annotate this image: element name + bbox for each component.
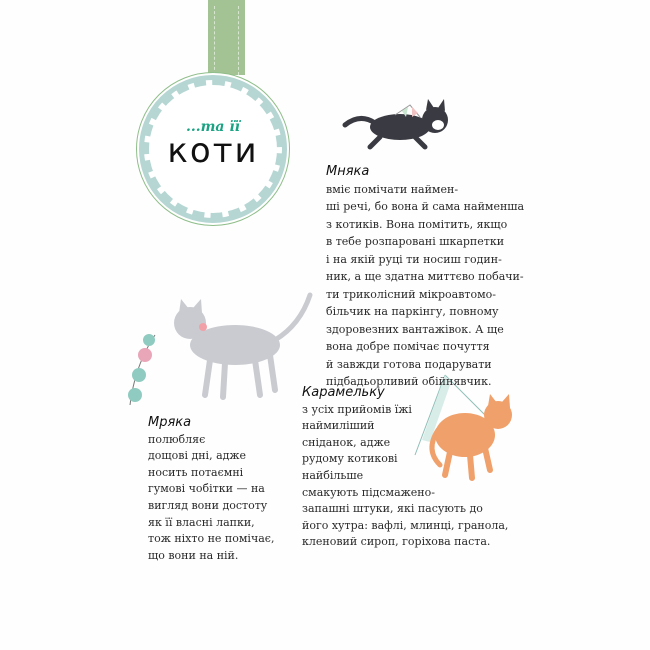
gray-cat-illustration bbox=[125, 285, 320, 415]
subtitle: ...та її bbox=[185, 119, 241, 135]
mnyaka-name: Мняка bbox=[326, 164, 370, 179]
mryaka-paragraph: Мряка полюбляє дощові дні, адже носить потаємні гумові чобітки — на вигляд вони достоту як її власні лапки, тож ніхто не помічає, що вони на ній. bbox=[148, 415, 275, 562]
karamelka-name: Карамельку bbox=[302, 385, 385, 400]
ribbon bbox=[208, 0, 245, 75]
title-badge bbox=[136, 72, 290, 226]
karamelka-paragraph: Карамельку з усіх прийомів їжі наймиліший сніданок, адже рудому котикові найбільше смакують підсмажено- запашні штуки, які пасують до його хутра: вафлі, млинці, гранола, кленовий сироп, горіхова паста. bbox=[302, 385, 509, 549]
dark-cat-illustration bbox=[340, 95, 470, 155]
page-title: коти bbox=[167, 131, 259, 171]
mryaka-name: Мряка bbox=[148, 415, 192, 430]
mnyaka-paragraph: Мняка вміє помічати наймен- ші речі, бо вона й сама найменша з котиків. Вона помітить, якщо в тебе розпаровані шкарпетки і на якій руці ти носиш годин- ник, а ще здатна миттєво побачи- ти триколісний мікроавтомо- більчик на паркінгу, повному здоровезних вантажівок. А ще вона добре помічає почуття й завжди готова подарувати підбадьорливий обійнявчик. bbox=[326, 164, 525, 388]
